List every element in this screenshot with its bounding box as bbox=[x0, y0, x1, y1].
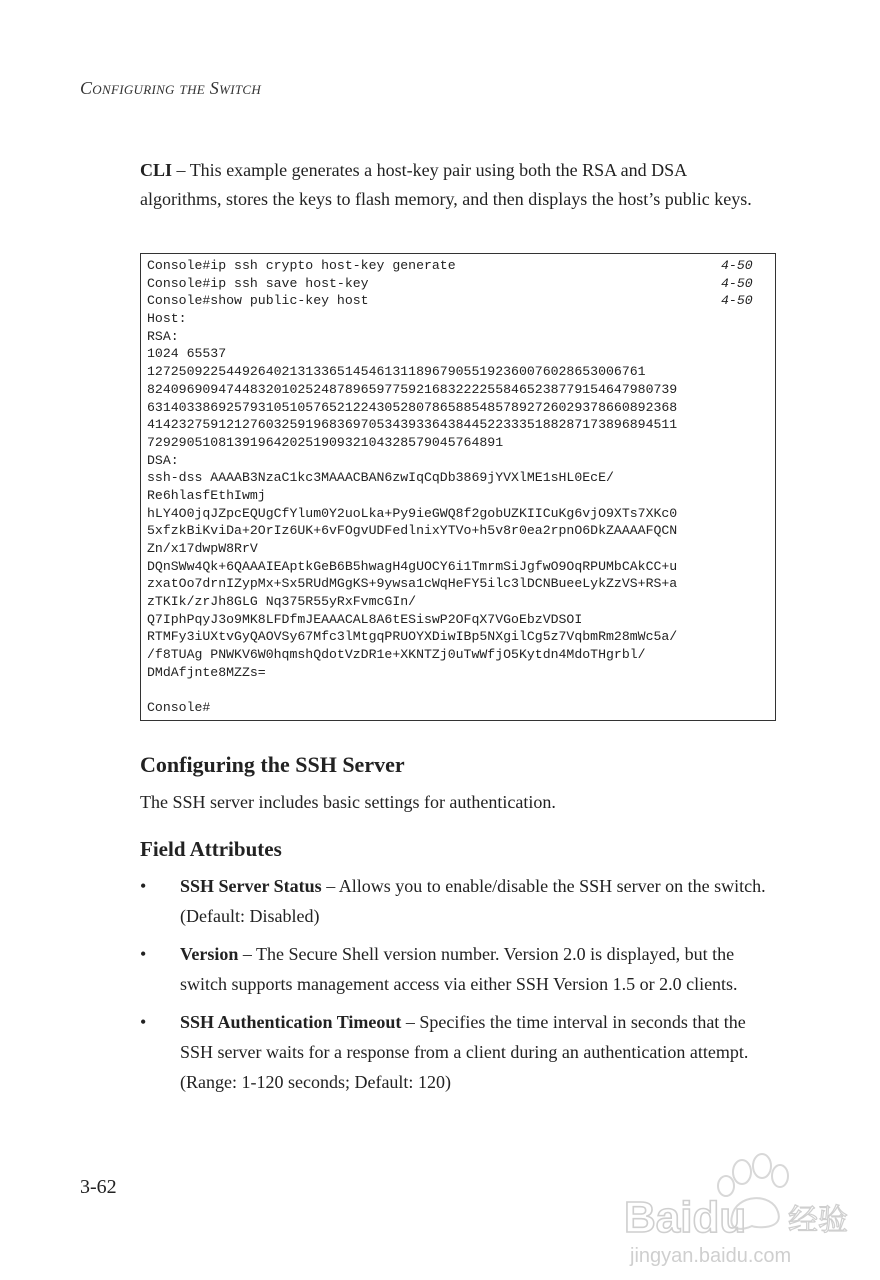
list-item bbox=[140, 939, 780, 999]
field-desc: – Allows you to enable/disable the SSH server on the switch. (Default: Disabled) bbox=[180, 876, 766, 926]
cli-line bbox=[147, 292, 769, 310]
page-number: 3-62 bbox=[80, 1176, 117, 1198]
list-item bbox=[140, 871, 780, 931]
cli-line bbox=[147, 416, 769, 434]
cli-line bbox=[147, 345, 769, 363]
cli-line bbox=[147, 593, 769, 611]
cli-line-text: 127250922544926402131336514546131189679055192360076028653006761 bbox=[147, 364, 646, 380]
cli-line-text: 5xfzkBiKviDa+2OrIz6UK+6vFOgvUDFedlnixYTVo+h5v8r0ea2rpnO6DkZAAAAFQCN bbox=[147, 523, 678, 539]
intro-text: – This example generates a host-key pair using both the RSA and DSA algorithms, stores the keys to flash memory, and then displays the host’s public keys. bbox=[140, 160, 752, 209]
field-attributes-title: Field Attributes bbox=[140, 837, 282, 861]
cli-line bbox=[147, 469, 769, 487]
watermark-url: jingyan.baidu.com bbox=[630, 1245, 792, 1267]
cli-line-text: 631403386925793105105765212243052807865885485789272602937866089236​8 bbox=[147, 399, 678, 415]
field-desc: – Specifies the time interval in seconds that the SSH server waits for a response from a client during an authentication attempt. (Range: 1-120 seconds; Default: 120) bbox=[180, 1012, 749, 1092]
cli-line-text: zxatOo7drnIZypMx+Sx5RUdMGgKS+9ywsa1cWqHeFY5ilc3lDCNBueeLykZzVS+RS+a bbox=[147, 576, 678, 592]
cli-line bbox=[147, 611, 769, 629]
cli-line-text: /f8TUAg PNWKV6W0hqmshQdotVzDR1e+XKNTZj0uTwWfjO5Kytdn4MdoTHgrbl/ bbox=[147, 647, 646, 663]
field-term: Version bbox=[180, 944, 239, 964]
cli-line-text: RSA: bbox=[147, 328, 179, 344]
cli-line bbox=[147, 363, 769, 381]
cli-line bbox=[147, 310, 769, 328]
cli-line-text: 1024 65537 bbox=[147, 346, 227, 362]
field-attributes-list bbox=[140, 871, 780, 1105]
cli-line bbox=[147, 505, 769, 523]
intro-lead: CLI bbox=[140, 160, 173, 180]
cli-line-text: DSA: bbox=[147, 452, 179, 468]
cli-line bbox=[147, 540, 769, 558]
cli-line-text: hLY4O0jqJZpcEQUgCfYlum0Y2uoLka+Py9ieGWQ8f2gobUZKIICuKg6vjO9XTs7XKc0 bbox=[147, 505, 678, 521]
field-desc: – The Secure Shell version number. Version 2.0 is displayed, but the switch supports management access via either SSH Version 1.5 or 2.0 clients. bbox=[180, 944, 738, 994]
baidu-watermark bbox=[624, 1150, 864, 1270]
section-title: Configuring the SSH Server bbox=[140, 752, 405, 777]
cli-line bbox=[147, 399, 769, 417]
cli-line-text: 414232759121276032591968369705343933643844522333518828717389689451​1 bbox=[147, 417, 678, 433]
cli-line-text: zTKIk/zrJh8GLG Nq375R55yRxFvmcGIn/ bbox=[147, 594, 417, 610]
field-term: SSH Server Status bbox=[180, 876, 322, 896]
cli-line-text: Host: bbox=[147, 311, 187, 327]
cli-line bbox=[147, 434, 769, 452]
cli-line-text: Zn/x17dwpW8RrV bbox=[147, 541, 258, 556]
cli-line bbox=[147, 452, 769, 470]
cli-line-text: DQnSWw4Qk+6QAAAIEAptkGeB6B5hwagH4gUOCY6i1TmrmSiJgfwO9OqRPUMbCAkCC+u bbox=[147, 558, 678, 574]
list-item bbox=[140, 1007, 780, 1097]
cli-line bbox=[147, 628, 769, 646]
cli-line bbox=[147, 257, 769, 275]
cli-line-text: 72929051081391964202519093210432857904576489​1 bbox=[147, 434, 504, 450]
cli-line bbox=[147, 682, 769, 700]
cli-line bbox=[147, 646, 769, 664]
intro-paragraph bbox=[140, 156, 760, 214]
cli-line-text: ssh-dss AAAAB3NzaC1kc3MAAACBAN6zwIqCqDb3869jYVXlME1sHL0EcE/ bbox=[147, 470, 614, 486]
watermark-cn: 经验 bbox=[788, 1203, 848, 1238]
cli-line-text: Console# bbox=[147, 700, 211, 716]
bullet-icon: • bbox=[140, 876, 147, 896]
cli-line-text: DMdAfjnte8MZZs= bbox=[147, 664, 266, 680]
cli-line bbox=[147, 487, 769, 505]
cli-line bbox=[147, 522, 769, 540]
running-header: Configuring the Switch bbox=[80, 78, 262, 98]
watermark-brand: Baidu bbox=[624, 1193, 747, 1242]
cli-line-text: 824096909474483201025248789659775921683222255846523877915464798073​9 bbox=[147, 381, 678, 397]
field-term: SSH Authentication Timeout bbox=[180, 1012, 402, 1032]
cli-line bbox=[147, 664, 769, 682]
cli-line-reference: 4-50 bbox=[721, 258, 753, 273]
cli-line-text: Q7IphPqyJ3o9MK8LFDfmJEAAACAL8A6tESiswP2OFqX7VGoEbzVDSOI bbox=[147, 611, 583, 627]
cli-line-text: Re6hlasfEthIwmj bbox=[147, 487, 266, 503]
cli-line bbox=[147, 699, 769, 717]
cli-line-reference: 4-50 bbox=[721, 275, 753, 291]
cli-line bbox=[147, 275, 769, 293]
cli-line bbox=[147, 575, 769, 593]
bullet-icon: • bbox=[140, 1012, 147, 1032]
cli-line-text: Console#ip ssh crypto host-key generate bbox=[147, 258, 456, 273]
cli-line-text: Console#ip ssh save host-key bbox=[147, 275, 369, 291]
bullet-icon: • bbox=[140, 944, 147, 964]
cli-line bbox=[147, 381, 769, 399]
cli-example-box bbox=[140, 253, 776, 721]
cli-line-reference: 4-50 bbox=[721, 293, 753, 309]
section-description: The SSH server includes basic settings for authentication. bbox=[140, 792, 556, 812]
cli-line-text: RTMFy3iUXtvGyQAOVSy67Mfc3lMtgqPRUOYXDiwIBp5NXgilCg5z7VqbmRm28mWc5a/ bbox=[147, 629, 678, 645]
cli-line-text: Console#show public-key host bbox=[147, 293, 369, 309]
cli-line bbox=[147, 558, 769, 576]
cli-line bbox=[147, 328, 769, 346]
